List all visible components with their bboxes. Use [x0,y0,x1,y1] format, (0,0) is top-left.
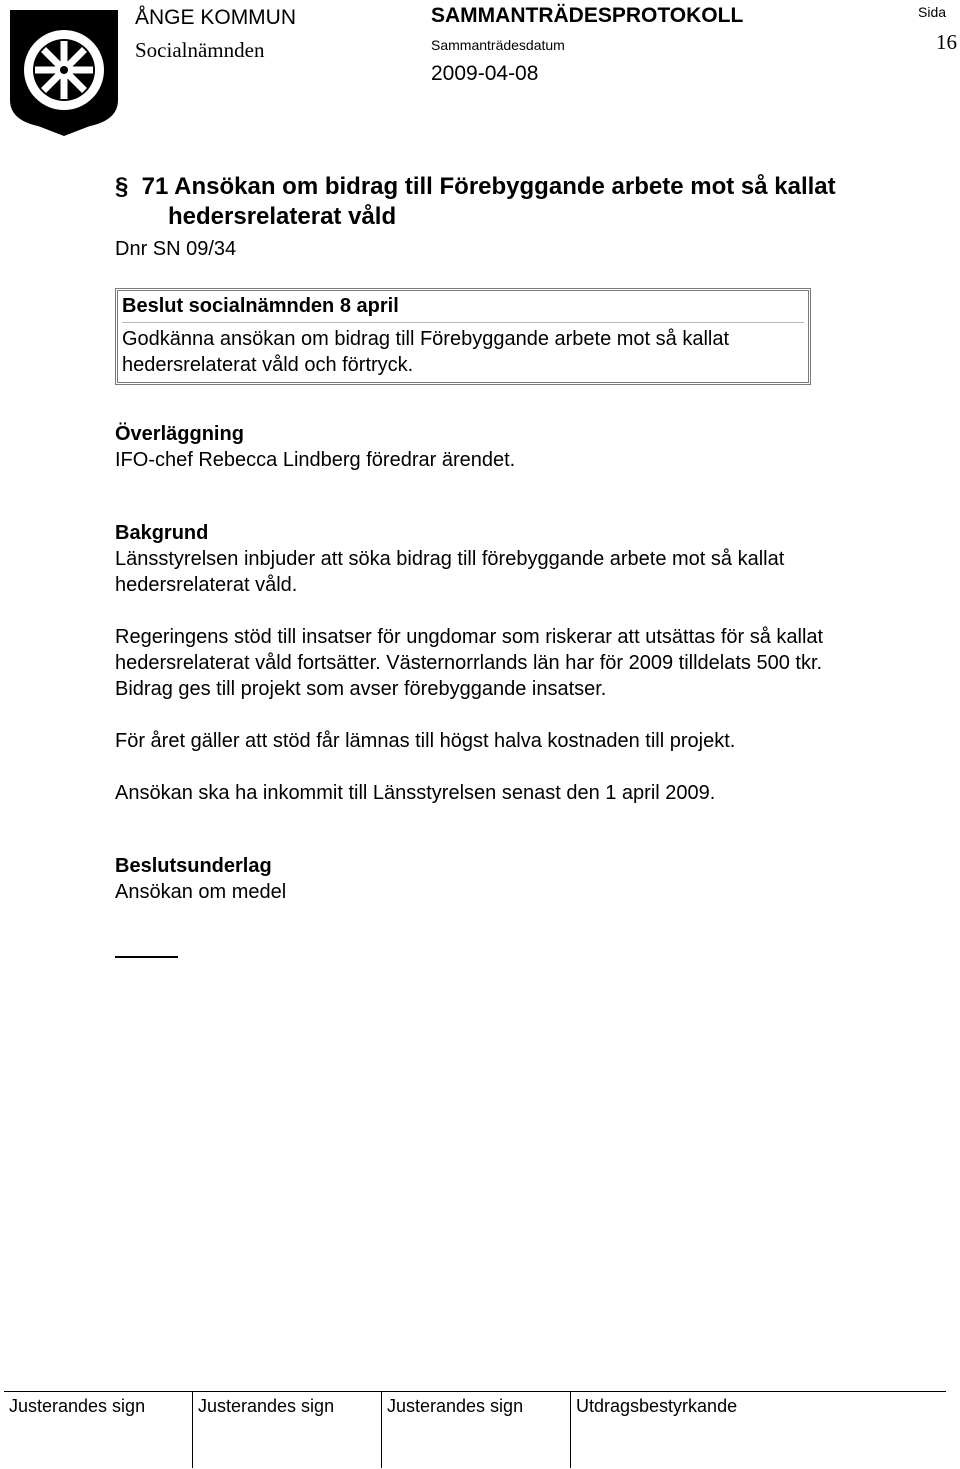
background-paragraph-2 [115,624,925,702]
background-paragraph-4 [115,780,925,806]
signature-label: Justerandes sign [198,1396,335,1416]
signature-cell-adjuster-3 [382,1392,571,1468]
background-paragraph-2-line-2: hedersrelaterat våld fortsätter. Västernorrlands län har för 2009 tilldelats 500 tkr. [115,652,823,674]
page-label: Sida [918,4,947,20]
signature-label: Justerandes sign [387,1396,524,1416]
item-title-text-1: 71 Ansökan om bidrag till Förebyggande arbete mot så kallat [141,173,836,200]
document-type: SAMMANTRÄDESPROTOKOLL [431,4,744,27]
meeting-date-label: Sammanträdesdatum [431,37,565,53]
background-paragraph-1 [115,546,925,598]
end-of-item-rule [115,956,178,958]
signature-label: Utdragsbestyrkande [576,1396,738,1416]
deliberation-heading: Överläggning [115,423,244,445]
background-paragraph-3 [115,728,925,754]
organization-name: ÅNGE KOMMUN [135,6,297,29]
background-paragraph-2-line-3: Bidrag ges till projekt som avser förebyggande insatser. [115,678,607,700]
deliberation-text: IFO-chef Rebecca Lindberg föredrar ärendet. [115,449,516,471]
background-paragraph-1-line-2: hedersrelaterat våld. [115,574,298,596]
signature-cell-adjuster-1 [4,1392,193,1468]
decision-heading: Beslut socialnämnden 8 april [122,293,804,323]
decision-text-line-1: Godkänna ansökan om bidrag till Förebyggande arbete mot så kallat [122,328,730,350]
basis-heading: Beslutsunderlag [115,855,272,877]
background-paragraph-1-line-1: Länsstyrelsen inbjuder att söka bidrag till förebyggande arbete mot så kallat [115,548,785,570]
signature-cell-adjuster-2 [193,1392,382,1468]
municipal-shield-wheel-icon [8,8,120,138]
section-symbol: § [115,173,129,200]
background-paragraph-2-line-1: Regeringens stöd till insatser för ungdomar som riskerar att utsättas för så kallat [115,626,824,648]
signature-label: Justerandes sign [9,1396,146,1416]
department-name: Socialnämnden [135,38,265,62]
case-number: Dnr SN 09/34 [115,238,237,260]
item-title-line-2: hedersrelaterat våld [168,203,397,230]
basis-text: Ansökan om medel [115,881,287,903]
item-title-line-1 [115,172,925,202]
meeting-date-value: 2009-04-08 [431,62,539,85]
decision-box [115,288,811,385]
background-paragraph-3-line-1: För året gäller att stöd får lämnas till högst halva kostnaden till projekt. [115,730,736,752]
page-number: 16 [936,30,957,54]
signature-cell-certification [571,1392,946,1468]
background-paragraph-4-line-1: Ansökan ska ha inkommit till Länsstyrelsen senast den 1 april 2009. [115,782,716,804]
protocol-item [115,172,925,905]
background-heading: Bakgrund [115,522,209,544]
signature-table [4,1391,946,1468]
decision-text-line-2: hedersrelaterat våld och förtryck. [122,354,414,376]
item-title [115,172,925,232]
decision-text [122,326,804,378]
